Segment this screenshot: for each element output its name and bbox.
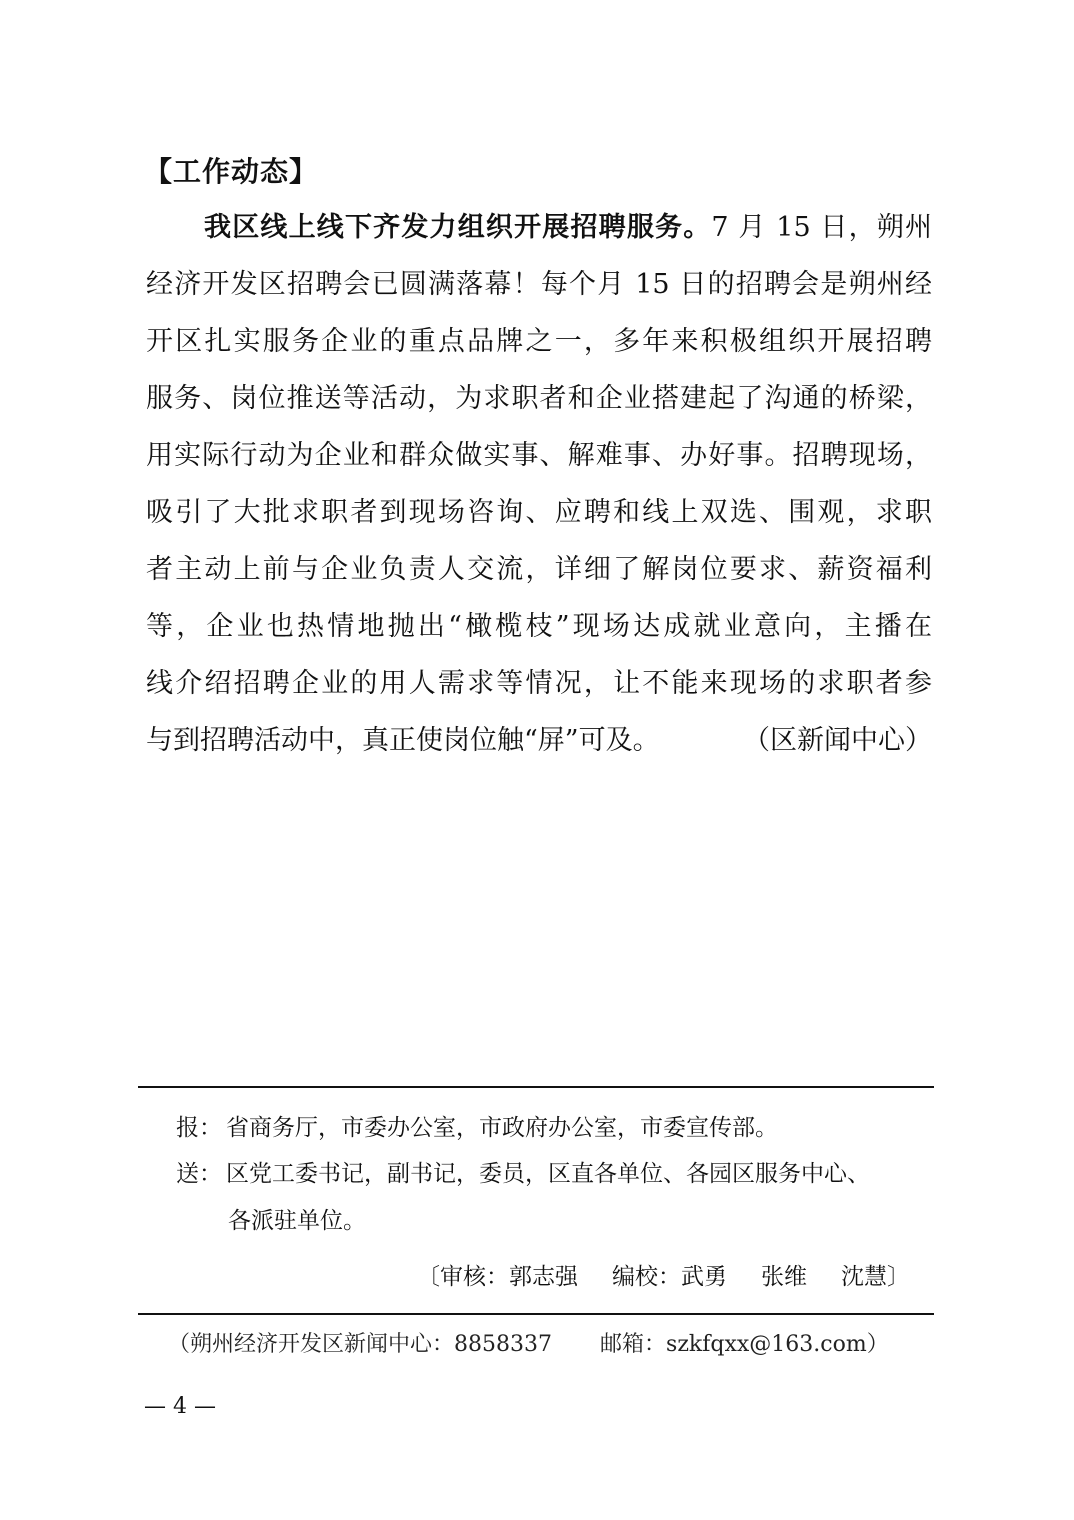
review-line bbox=[417, 1262, 910, 1292]
article-line: 者主动上前与企业负责人交流，详细了解岗位要求、薪资福利 bbox=[146, 554, 932, 585]
article-lead: 我区线上线下齐发力组织开展招聘服务。 bbox=[204, 212, 712, 243]
reviewer-label: 审核： bbox=[440, 1264, 509, 1290]
article-line: 等，企业也热情地抛出“橄榄枝”现场达成就业意向，主播在 bbox=[146, 611, 932, 642]
send-line bbox=[176, 1159, 870, 1189]
article-line bbox=[204, 210, 932, 246]
article-line: 线介绍招聘企业的用人需求等情况，让不能来现场的求职者参 bbox=[146, 668, 932, 699]
editor-name: 张维 bbox=[761, 1264, 807, 1290]
contact-open: （ bbox=[168, 1332, 191, 1357]
report-line bbox=[176, 1113, 778, 1143]
editor-name: 沈慧 bbox=[841, 1264, 887, 1290]
email-label: 邮箱： bbox=[600, 1332, 667, 1357]
article-line: 服务、岗位推送等活动，为求职者和企业搭建起了沟通的桥梁， bbox=[146, 383, 932, 414]
review-close: 〕 bbox=[887, 1264, 910, 1290]
report-text: 省商务厅，市委办公室，市政府办公室，市委宣传部。 bbox=[226, 1115, 778, 1141]
article-line: 经济开发区招聘会已圆满落幕！每个月 15 日的招聘会是朔州经 bbox=[146, 269, 932, 300]
top-divider bbox=[138, 1086, 934, 1088]
page-number: — 4 — bbox=[144, 1394, 216, 1419]
article-line: 开区扎实服务企业的重点品牌之一，多年来积极组织开展招聘 bbox=[146, 326, 932, 357]
article-line-text: 与到招聘活动中，真正使岗位触“屏”可及。 bbox=[146, 725, 660, 756]
contact-close: ） bbox=[866, 1332, 889, 1357]
article-source: （区新闻中心） bbox=[743, 725, 932, 756]
report-label: 报： bbox=[176, 1115, 222, 1141]
reviewer-name: 郭志强 bbox=[509, 1264, 578, 1290]
editor-label: 编校： bbox=[612, 1264, 681, 1290]
section-title: 【工作动态】 bbox=[144, 155, 319, 188]
review-open: 〔 bbox=[417, 1264, 440, 1290]
contact-org: 朔州经济开发区新闻中心： bbox=[190, 1332, 455, 1357]
bottom-divider bbox=[138, 1313, 934, 1315]
send-label: 送： bbox=[176, 1161, 222, 1187]
email-address: szkfqxx@163.com bbox=[666, 1332, 867, 1357]
article-line bbox=[146, 723, 932, 759]
article-line: 吸引了大批求职者到现场咨询、应聘和线上双选、围观，求职 bbox=[146, 497, 932, 528]
article-line: 用实际行动为企业和群众做实事、解难事、办好事。招聘现场， bbox=[146, 440, 932, 471]
editor-name: 武勇 bbox=[681, 1264, 727, 1290]
contact-phone: 8858337 bbox=[454, 1332, 553, 1357]
contact-line bbox=[168, 1330, 908, 1360]
article-line-text: 7 月 15 日，朔州 bbox=[711, 212, 932, 243]
send-line-cont: 各派驻单位。 bbox=[228, 1208, 366, 1234]
send-text: 区党工委书记，副书记，委员，区直各单位、各园区服务中心、 bbox=[226, 1161, 870, 1187]
